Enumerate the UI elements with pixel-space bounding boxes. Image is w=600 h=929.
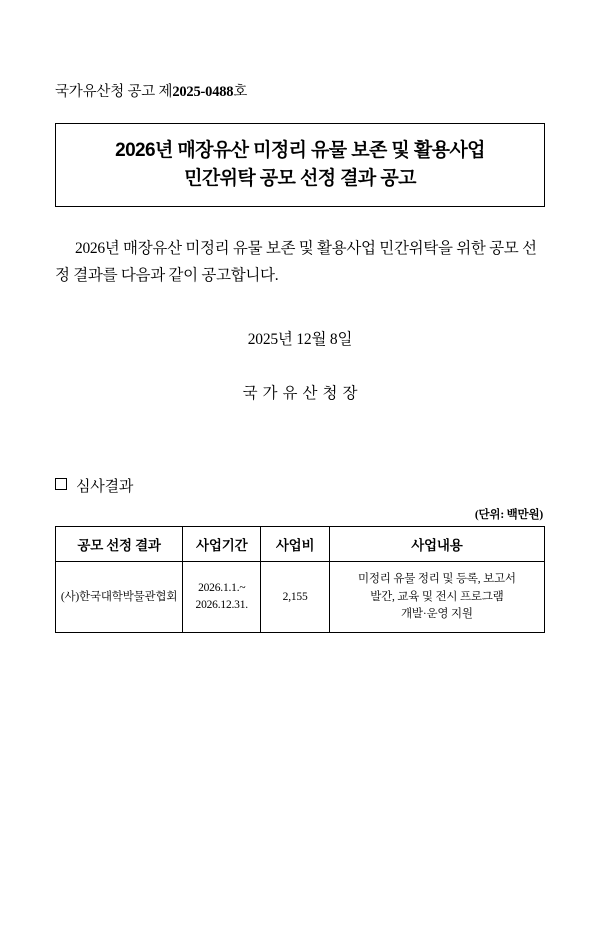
table-header-cell: 사업기간 bbox=[183, 527, 261, 562]
document-page bbox=[0, 80, 600, 929]
cell-period-line-2: 2026.12.31. bbox=[195, 599, 248, 612]
title-box bbox=[55, 123, 545, 207]
document-number-value: 2025-0488 bbox=[172, 84, 234, 100]
intro-paragraph: 2026년 매장유산 미정리 유물 보존 및 활용사업 민간위탁을 위한 공모 선정 결과를 다음과 같이 공고합니다. bbox=[55, 240, 537, 285]
title-line-1: 2026년 매장유산 미정리 유물 보존 및 활용사업 bbox=[115, 140, 485, 161]
table-header-cell: 공모 선정 결과 bbox=[56, 527, 183, 562]
cell-period-line-1: 2026.1.1.~ bbox=[198, 581, 246, 594]
document-number bbox=[55, 80, 545, 101]
unit-note: (단위: 백만원) bbox=[474, 509, 543, 522]
cell-content-line-1: 미정리 유물 정리 및 등록, 보고서 bbox=[357, 573, 516, 586]
section-heading-label: 심사결과 bbox=[76, 479, 134, 496]
result-table bbox=[55, 526, 545, 633]
table-header-cell: 사업내용 bbox=[329, 527, 544, 562]
cell-content-line-2: 발간, 교육 및 전시 프로그램 bbox=[370, 590, 504, 603]
cell-organization: (사)한국대학박물관협회 bbox=[56, 562, 183, 633]
table-header-row bbox=[56, 527, 545, 562]
square-bullet-icon bbox=[55, 478, 67, 490]
document-number-prefix: 국가유산청 공고 제 bbox=[55, 84, 173, 100]
issuer-name: 국가유산청장 bbox=[242, 385, 363, 403]
cell-cost: 2,155 bbox=[261, 562, 329, 633]
document-number-suffix: 호 bbox=[233, 84, 248, 100]
cell-content-line-3: 개발·운영 지원 bbox=[401, 607, 473, 620]
table-header-cell: 사업비 bbox=[261, 527, 329, 562]
table-row bbox=[56, 562, 545, 633]
title-line-2: 민간위탁 공모 선정 결과 공고 bbox=[184, 167, 416, 189]
section-heading bbox=[55, 475, 545, 496]
cell-period bbox=[183, 562, 261, 633]
cell-content bbox=[329, 562, 544, 633]
issue-date: 2025년 12월 8일 bbox=[247, 331, 353, 349]
